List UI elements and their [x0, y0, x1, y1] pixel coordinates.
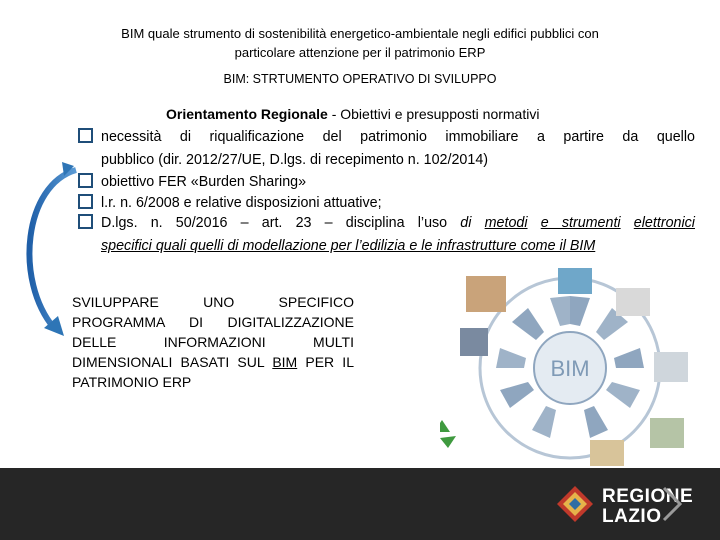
building-thumbnail-icon: [460, 328, 488, 356]
paragraph-bim: BIM: [272, 354, 298, 370]
building-thumbnail-icon: [590, 440, 624, 466]
building-thumbnail-icon: [616, 288, 650, 316]
slide-title: [60, 24, 660, 62]
bullet-1-line-2: pubblico (dir. 2012/27/UE, D.lgs. di recepimento n. 102/2014): [101, 152, 489, 168]
building-thumbnail-icon: [558, 268, 592, 294]
bullet-4-e: e strumenti: [540, 215, 621, 231]
bullet-4-di: di: [460, 215, 472, 231]
orientation-rest: - Obiettivi e presupposti normativi: [327, 106, 540, 122]
logo-line-2: LAZIO: [602, 506, 662, 527]
orientation-bold: Orientamento Regionale: [166, 106, 328, 122]
logo-line-1: REGIONE: [602, 486, 694, 507]
building-thumbnail-icon: [650, 418, 684, 448]
building-thumbnail-icon: [654, 352, 688, 382]
paragraph-pre: SVILUPPARE UNO SPECIFICO PROGRAMMA DI DIGITALIZZAZIONE DELLE INFORMAZIONI MULTI DIMENSIONALI BASATI SUL: [72, 294, 354, 370]
bullet-4-line-2: specifici quali quelli di modellazione per l’edilizia e le infrastrutture come il BIM: [101, 238, 596, 254]
recycle-icon: [440, 420, 456, 450]
orientation-heading: [166, 106, 539, 122]
bullet-1-line-1: necessità di riqualificazione del patrimonio immobiliare a partire da quello: [101, 129, 695, 145]
bullet-4-pre: D.lgs. n. 50/2016 – art. 23 – disciplina l’uso: [101, 215, 461, 231]
bullet-4-line-1: [101, 213, 695, 233]
bullet-2: obiettivo FER «Burden Sharing»: [101, 174, 307, 190]
building-thumbnail-icon: [466, 276, 506, 312]
regione-lazio-emblem-icon: [555, 484, 595, 524]
bullet-4-metodi: metodi: [484, 215, 528, 231]
bullet-checkbox-icon: [78, 127, 101, 147]
logo-chevron-icon: [662, 484, 692, 524]
diagram-center-label: BIM: [550, 356, 590, 381]
title-line-1: BIM quale strumento di sostenibilità energetico-ambientale negli edifici pubblici con: [121, 26, 599, 41]
paragraph-post: PER IL PATRIMONIO ERP: [72, 354, 354, 390]
bullet-4-elettronici: elettronici: [633, 215, 695, 231]
title-line-2: particolare attenzione per il patrimonio ERP: [234, 45, 486, 60]
bim-lifecycle-diagram: [440, 268, 700, 468]
program-paragraph: [72, 292, 354, 392]
bullet-3: l.r. n. 6/2008 e relative disposizioni attuative;: [101, 195, 382, 211]
slide-subtitle: BIM: STRTUMENTO OPERATIVO DI SVILUPPO: [223, 72, 497, 86]
